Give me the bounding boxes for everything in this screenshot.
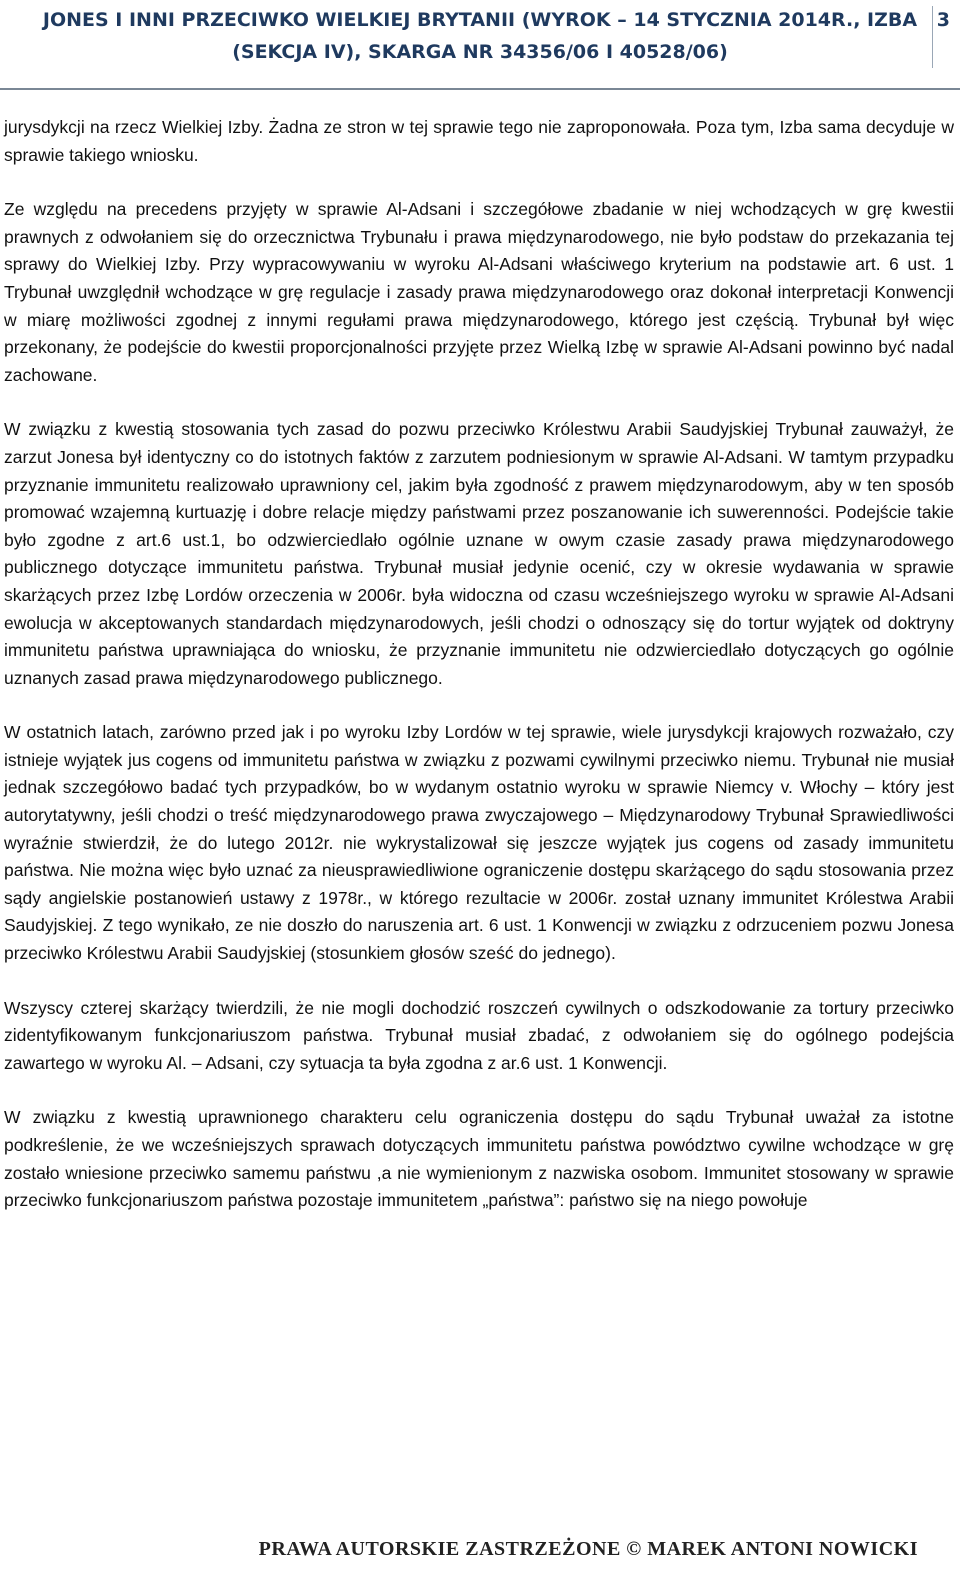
header-rule bbox=[0, 88, 960, 90]
document-body bbox=[4, 114, 954, 1242]
copyright-notice: PRAWA AUTORSKIE ZASTRZEŻONE © MAREK ANTONI NOWICKI bbox=[258, 1538, 918, 1560]
paragraph-5: Wszyscy czterej skarżący twierdzili, że nie mogli dochodzić roszczeń cywilnych o odszkodowanie za tortury przeciwko zidentyfikowanym funkcjonariuszom państwa. Trybunał musiał zbadać, z odwołaniem się do ogólnego podejścia zawartego w wyroku Al. – Adsani, czy sytuacja ta była zgodna z ar.6 ust. 1 Konwencji. bbox=[4, 997, 954, 1073]
paragraph-4: W ostatnich latach, zarówno przed jak i po wyroku Izby Lordów w tej sprawie, wiele jurysdykcji krajowych rozważało, czy istnieje wyjątek jus cogens od immunitetu państwa w związku z pozwami cywilnymi przeciwko niemu. Trybunał nie musiał jednak szczegółowo badać tych przypadków, bo w wydanym ostatnio wyroku w sprawie Niemcy v. Włochy – który jest autorytatywny, jeśli chodzi o treść międzynarodowego prawa zwyczajowego – Międzynarodowy Trybunał Sprawiedliwości wyraźnie stwierdził, że do lutego 2012r. nie wykrystalizował się jeszcze wyjątek jus cogens od zasady immunitetu państwa. Nie można więc było uznać za nieusprawiedliwione ograniczenie dostępu skarżącego do sądu stosowania przez sądy angielskie postanowień ustawy z 1978r., w którego rezultacie w 2006r. został uznany immunitet Królestwa Arabii Saudyjskiej. Z tego wynikało, ze nie doszło do naruszenia art. 6 ust. 1 Konwencji w związku z odrzuceniem pozwu Jonesa przeciwko Królestwu Arabii Saudyjskiej (stosunkiem głosów sześć do jednego). bbox=[4, 722, 954, 964]
page-footer bbox=[0, 1538, 960, 1561]
running-header-title: JONES I INNI PRZECIWKO WIELKIEJ BRYTANII (WYROK – 14 STYCZNIA 2014R., IZBA (SEKCJA IV), SKARGA NR 34356/06 I 40528/06) bbox=[42, 9, 918, 63]
page-header bbox=[0, 0, 960, 96]
paragraph-2: Ze względu na precedens przyjęty w sprawie Al-Adsani i szczegółowe zbadanie w niej wchodzących w grę kwestii prawnych z odwołaniem się do orzecznictwa Trybunału i prawa międzynarodowego, nie było podstaw do przekazania tej sprawy do Wielkiej Izby. Przy wypracowywaniu w wyroku Al-Adsani właściwego kryterium na podstawie art. 6 ust. 1 Trybunał uwzględnił wchodzące w grę regulacje i zasady prawa międzynarodowego oraz dokonał interpretacji Konwencji w miarę możliwości zgodnej z innymi regułami prawa międzynarodowego, którego jest częścią. Trybunał był więc przekonany, że podejście do kwestii proporcjonalności przyjęte przez Wielką Izbę w sprawie Al-Adsani powinno być nadal zachowane. bbox=[4, 199, 954, 385]
paragraph-3: W związku z kwestią stosowania tych zasad do pozwu przeciwko Królestwu Arabii Saudyjskiej Trybunał zauważył, że zarzut Jonesa był identyczny co do istotnych faktów z zarzutem podniesionym w sprawie Al-Adsani. W tamtym przypadku przyznanie immunitetu realizowało uprawniony cel, jakim była zgodność z prawem międzynarodowym, aby w ten sposób promować wzajemną kurtuazję i dobre relacje między państwami przez poszanowanie ich suwerenności. Podejście takie było zgodne z art.6 ust.1, bo odzwierciedlało ogólnie uznane w owym czasie zasady prawa międzynarodowego publicznego dotyczące immunitetu państwa. Trybunał musiał jedynie ocenić, czy w okresie wydawania w sprawie skarżących przez Izbę Lordów orzeczenia w 2006r. była widoczna od czasu wcześniejszego wyroku w sprawie Al-Adsani ewolucja w akceptowanych standardach międzynarodowych, jeśli chodzi o odnoszący się do tortur wyjątek od doktryny immunitetu państwa uprawniająca do wniosku, że przyznanie immunitetu nie odzwierciedlało dotyczących go ogólnie uznanych zasad prawa międzynarodowego publicznego. bbox=[4, 419, 954, 688]
paragraph-6: W związku z kwestią uprawnionego charakteru celu ograniczenia dostępu do sądu Trybunał uważał za istotne podkreślenie, że we wcześniejszych sprawach dotyczących immunitetu państwa powództwo cywilne wchodzące w grę zostało wniesione przeciwko samemu państwu ,a nie wymienionym z nazwiska osobom. Immunitet stosowany w sprawie przeciwko funkcjonariuszom państwa pozostaje immunitetem „państwa”: państwo się na niego powołuje bbox=[4, 1107, 954, 1211]
page-number: 3 bbox=[936, 9, 950, 31]
paragraph-1: jurysdykcji na rzecz Wielkiej Izby. Żadna ze stron w tej sprawie tego nie zaproponowała. Poza tym, Izba sama decyduje w sprawie takiego wniosku. bbox=[4, 117, 954, 165]
header-divider-vertical bbox=[932, 6, 933, 68]
